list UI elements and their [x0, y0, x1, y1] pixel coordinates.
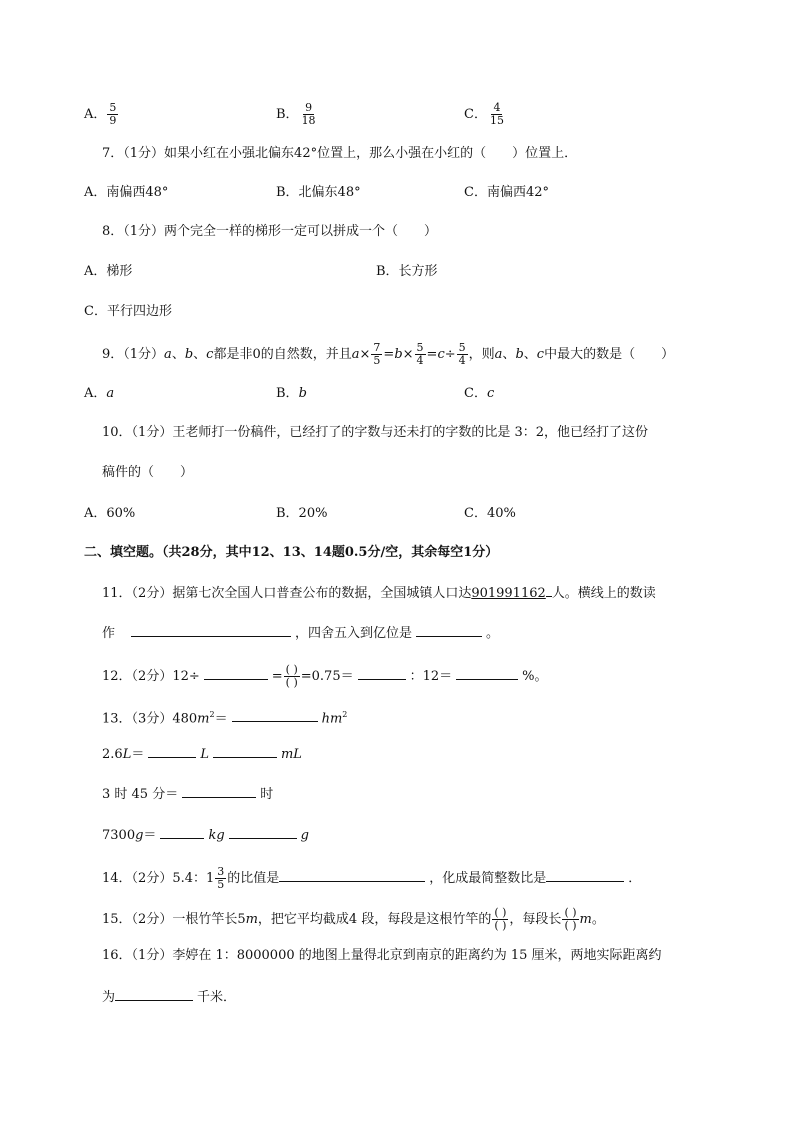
q11-text-mid: ，四舍五入到亿位是	[295, 626, 413, 641]
denominator: ( )	[564, 919, 577, 932]
q13-line1	[102, 706, 347, 728]
q12-text-colon: ：12＝	[409, 669, 453, 684]
q11-text-post: 。	[486, 626, 500, 641]
q16-text-pre: 为	[102, 990, 116, 1005]
answer-blank[interactable]	[213, 745, 277, 758]
q16-line2	[102, 988, 236, 1007]
fraction	[488, 102, 506, 127]
separator: 、	[523, 347, 537, 362]
q14-line	[102, 866, 641, 891]
fraction	[107, 102, 118, 127]
q7-question: 7．（1分）如果小红在小强北偏东42°位置上，那么小强在小红的（ ）位置上．	[102, 146, 578, 161]
var-b: b	[184, 347, 194, 362]
divide-sign: ÷	[444, 347, 456, 362]
unit: m	[197, 711, 210, 727]
unit: mL	[280, 747, 302, 762]
answer-blank[interactable]	[148, 745, 196, 758]
q9-mid-text: 都是非0的自然数，并且	[213, 347, 352, 362]
q13-line2	[102, 745, 302, 764]
q14-text-mid: 的比值是	[227, 871, 280, 886]
q6-option-a	[84, 102, 119, 127]
var-b: b	[394, 347, 403, 362]
q8-option-b: B．长方形	[376, 264, 438, 279]
numerator: ( )	[494, 906, 507, 919]
denominator: ( )	[494, 919, 507, 932]
q6-option-b	[276, 102, 319, 127]
q9-option-c	[464, 385, 494, 403]
superscript: 2	[209, 710, 215, 719]
unit: L	[200, 747, 209, 762]
numerator: 7	[373, 341, 381, 354]
q13-text-post: 时	[260, 787, 274, 802]
fraction	[457, 342, 468, 367]
answer-blank[interactable]	[182, 785, 256, 798]
numerator: 4	[493, 101, 501, 114]
equals-sign: =	[271, 669, 283, 684]
mixed-fraction	[215, 866, 226, 891]
q13-text-pre: 2.6	[102, 747, 123, 762]
q8-option-c: C．平行四边形	[84, 304, 172, 319]
q12-text-pre: 12．（2分）12÷	[102, 669, 200, 684]
q9-question	[102, 342, 674, 367]
q9-option-a	[84, 385, 114, 403]
unit: hm	[321, 711, 343, 727]
q13-text-pre: 3 时 45 分＝	[102, 787, 179, 802]
option-label: B．	[276, 386, 299, 401]
superscript: 2	[342, 710, 348, 719]
population-number: 901991162	[471, 586, 546, 601]
section-title: 二、填空题。（共28分，其中12、13、14题0.5分/空，其余每空1分）	[84, 545, 499, 560]
option-label: B．	[276, 107, 299, 122]
fraction	[371, 342, 382, 367]
q13-line4	[102, 826, 309, 845]
answer-blank[interactable]	[115, 988, 193, 1001]
q10-question-line1: 10．（1分）王老师打一份稿件，已经打了的字数与还未打的字数的比是 3：2，他已经打了这份	[102, 425, 648, 440]
equals-sign: ＝	[214, 711, 228, 727]
blank-fraction[interactable]	[284, 664, 300, 689]
option-value: c	[486, 386, 495, 401]
answer-blank[interactable]	[131, 624, 291, 637]
q9-option-b	[276, 385, 307, 403]
numerator: 5	[416, 341, 424, 354]
option-label: C．	[464, 386, 487, 401]
q6-option-c	[464, 102, 507, 127]
separator: 、	[193, 347, 207, 362]
q7-option-c: C．南偏西42°	[464, 185, 549, 200]
q16-text-post: 千米．	[197, 990, 237, 1005]
q11-text-post: 人。横线上的数读	[551, 586, 656, 601]
unit: kg	[208, 828, 225, 843]
q11-text-pre: 作	[102, 626, 116, 641]
times-sign: ×	[359, 347, 371, 362]
fraction	[300, 102, 318, 127]
denominator: 4	[416, 354, 424, 367]
q13-line3	[102, 785, 273, 804]
answer-blank[interactable]	[456, 667, 518, 680]
q15-text-mid: ，把它平均截成4 段，每段是这根竹竿的	[257, 912, 492, 927]
answer-blank[interactable]	[204, 667, 268, 680]
q14-text-pre: 14．（2分）5.4：1	[102, 871, 215, 886]
option-value: b	[298, 386, 307, 401]
q9-suffix-pre: ，则	[468, 347, 495, 362]
q10-option-b: B．20%	[276, 506, 328, 521]
var-a: a	[494, 347, 503, 362]
unit: g	[300, 828, 309, 843]
q12-line	[102, 664, 548, 689]
denominator: 4	[458, 354, 466, 367]
blank-fraction[interactable]	[562, 907, 578, 932]
numerator: 5	[109, 101, 117, 114]
separator: 、	[171, 347, 185, 362]
option-label: C．	[464, 107, 487, 122]
numerator: ( )	[285, 663, 298, 676]
q13-text-pre: 13．（3分）480	[102, 711, 198, 727]
var-c: c	[536, 347, 545, 362]
q12-text-mid: =0.75＝	[300, 669, 354, 684]
q12-text-post: %。	[522, 669, 548, 684]
q16-line1: 16．（1分）李婷在 1：8000000 的地图上量得北京到南京的距离约为 15 厘米，两地实际距离约	[102, 948, 662, 963]
equals-sign: ＝	[143, 828, 157, 843]
answer-blank[interactable]	[546, 869, 624, 882]
q15-text-pre: 15．（2分）一根竹竿长5	[102, 912, 246, 927]
denominator: 9	[109, 114, 117, 127]
numerator: 5	[458, 341, 466, 354]
option-label: A．	[84, 107, 107, 122]
answer-blank[interactable]	[279, 869, 425, 882]
q8-question: 8．（1分）两个完全一样的梯形一定可以拼成一个（ ）	[102, 224, 438, 239]
q8-option-a: A．梯形	[84, 264, 133, 279]
q14-text-mid2: ，化成最简整数比是	[429, 871, 547, 886]
var-c: c	[437, 347, 445, 362]
unit: L	[122, 747, 132, 762]
numerator: ( )	[564, 906, 577, 919]
separator: 、	[502, 347, 516, 362]
var-a: a	[164, 347, 172, 362]
unit: m	[579, 912, 592, 927]
denominator: 15	[489, 114, 504, 127]
q9-suffix-post: 中最大的数是（ ）	[544, 347, 675, 362]
times-sign: ×	[402, 347, 414, 362]
answer-blank[interactable]	[229, 826, 297, 839]
equals-sign: =	[383, 347, 395, 362]
denominator: ( )	[285, 676, 298, 689]
q10-option-c: C．40%	[464, 506, 516, 521]
q13-text-pre: 7300	[102, 828, 136, 843]
equals-sign: ＝	[131, 747, 145, 762]
denominator: 5	[373, 354, 381, 367]
q15-text-post: 。	[591, 912, 605, 927]
q9-prefix: 9．（1分）	[102, 347, 165, 362]
var-c: c	[206, 347, 214, 362]
equals-sign: =	[426, 347, 438, 362]
fraction	[415, 342, 426, 367]
q11-line1	[102, 584, 656, 603]
denominator: 18	[301, 114, 316, 127]
numerator: 3	[217, 865, 225, 878]
blank-fraction[interactable]	[492, 907, 508, 932]
q7-option-b: B．北偏东48°	[276, 185, 361, 200]
answer-blank[interactable]	[232, 709, 318, 722]
option-label: A．	[84, 386, 107, 401]
denominator: 5	[217, 878, 225, 891]
q15-line	[102, 907, 605, 932]
unit: m	[245, 912, 258, 927]
unit: g	[135, 828, 144, 843]
q10-option-a: A．60%	[84, 506, 136, 521]
q7-option-a: A．南偏西48°	[84, 185, 169, 200]
numerator: 9	[305, 101, 313, 114]
option-value: a	[106, 386, 115, 401]
var-b: b	[515, 347, 524, 362]
answer-blank[interactable]	[416, 624, 482, 637]
q11-line2	[102, 624, 499, 643]
answer-blank[interactable]	[160, 826, 204, 839]
q14-text-post: ．	[628, 871, 642, 886]
q10-question-line2: 稿件的（ ）	[102, 465, 194, 480]
var-a: a	[351, 347, 360, 362]
answer-blank[interactable]	[358, 667, 406, 680]
q11-text-pre: 11．（2分）据第七次全国人口普查公布的数据，全国城镇人口达	[102, 586, 472, 601]
q15-text-mid2: ，每段长	[509, 912, 562, 927]
